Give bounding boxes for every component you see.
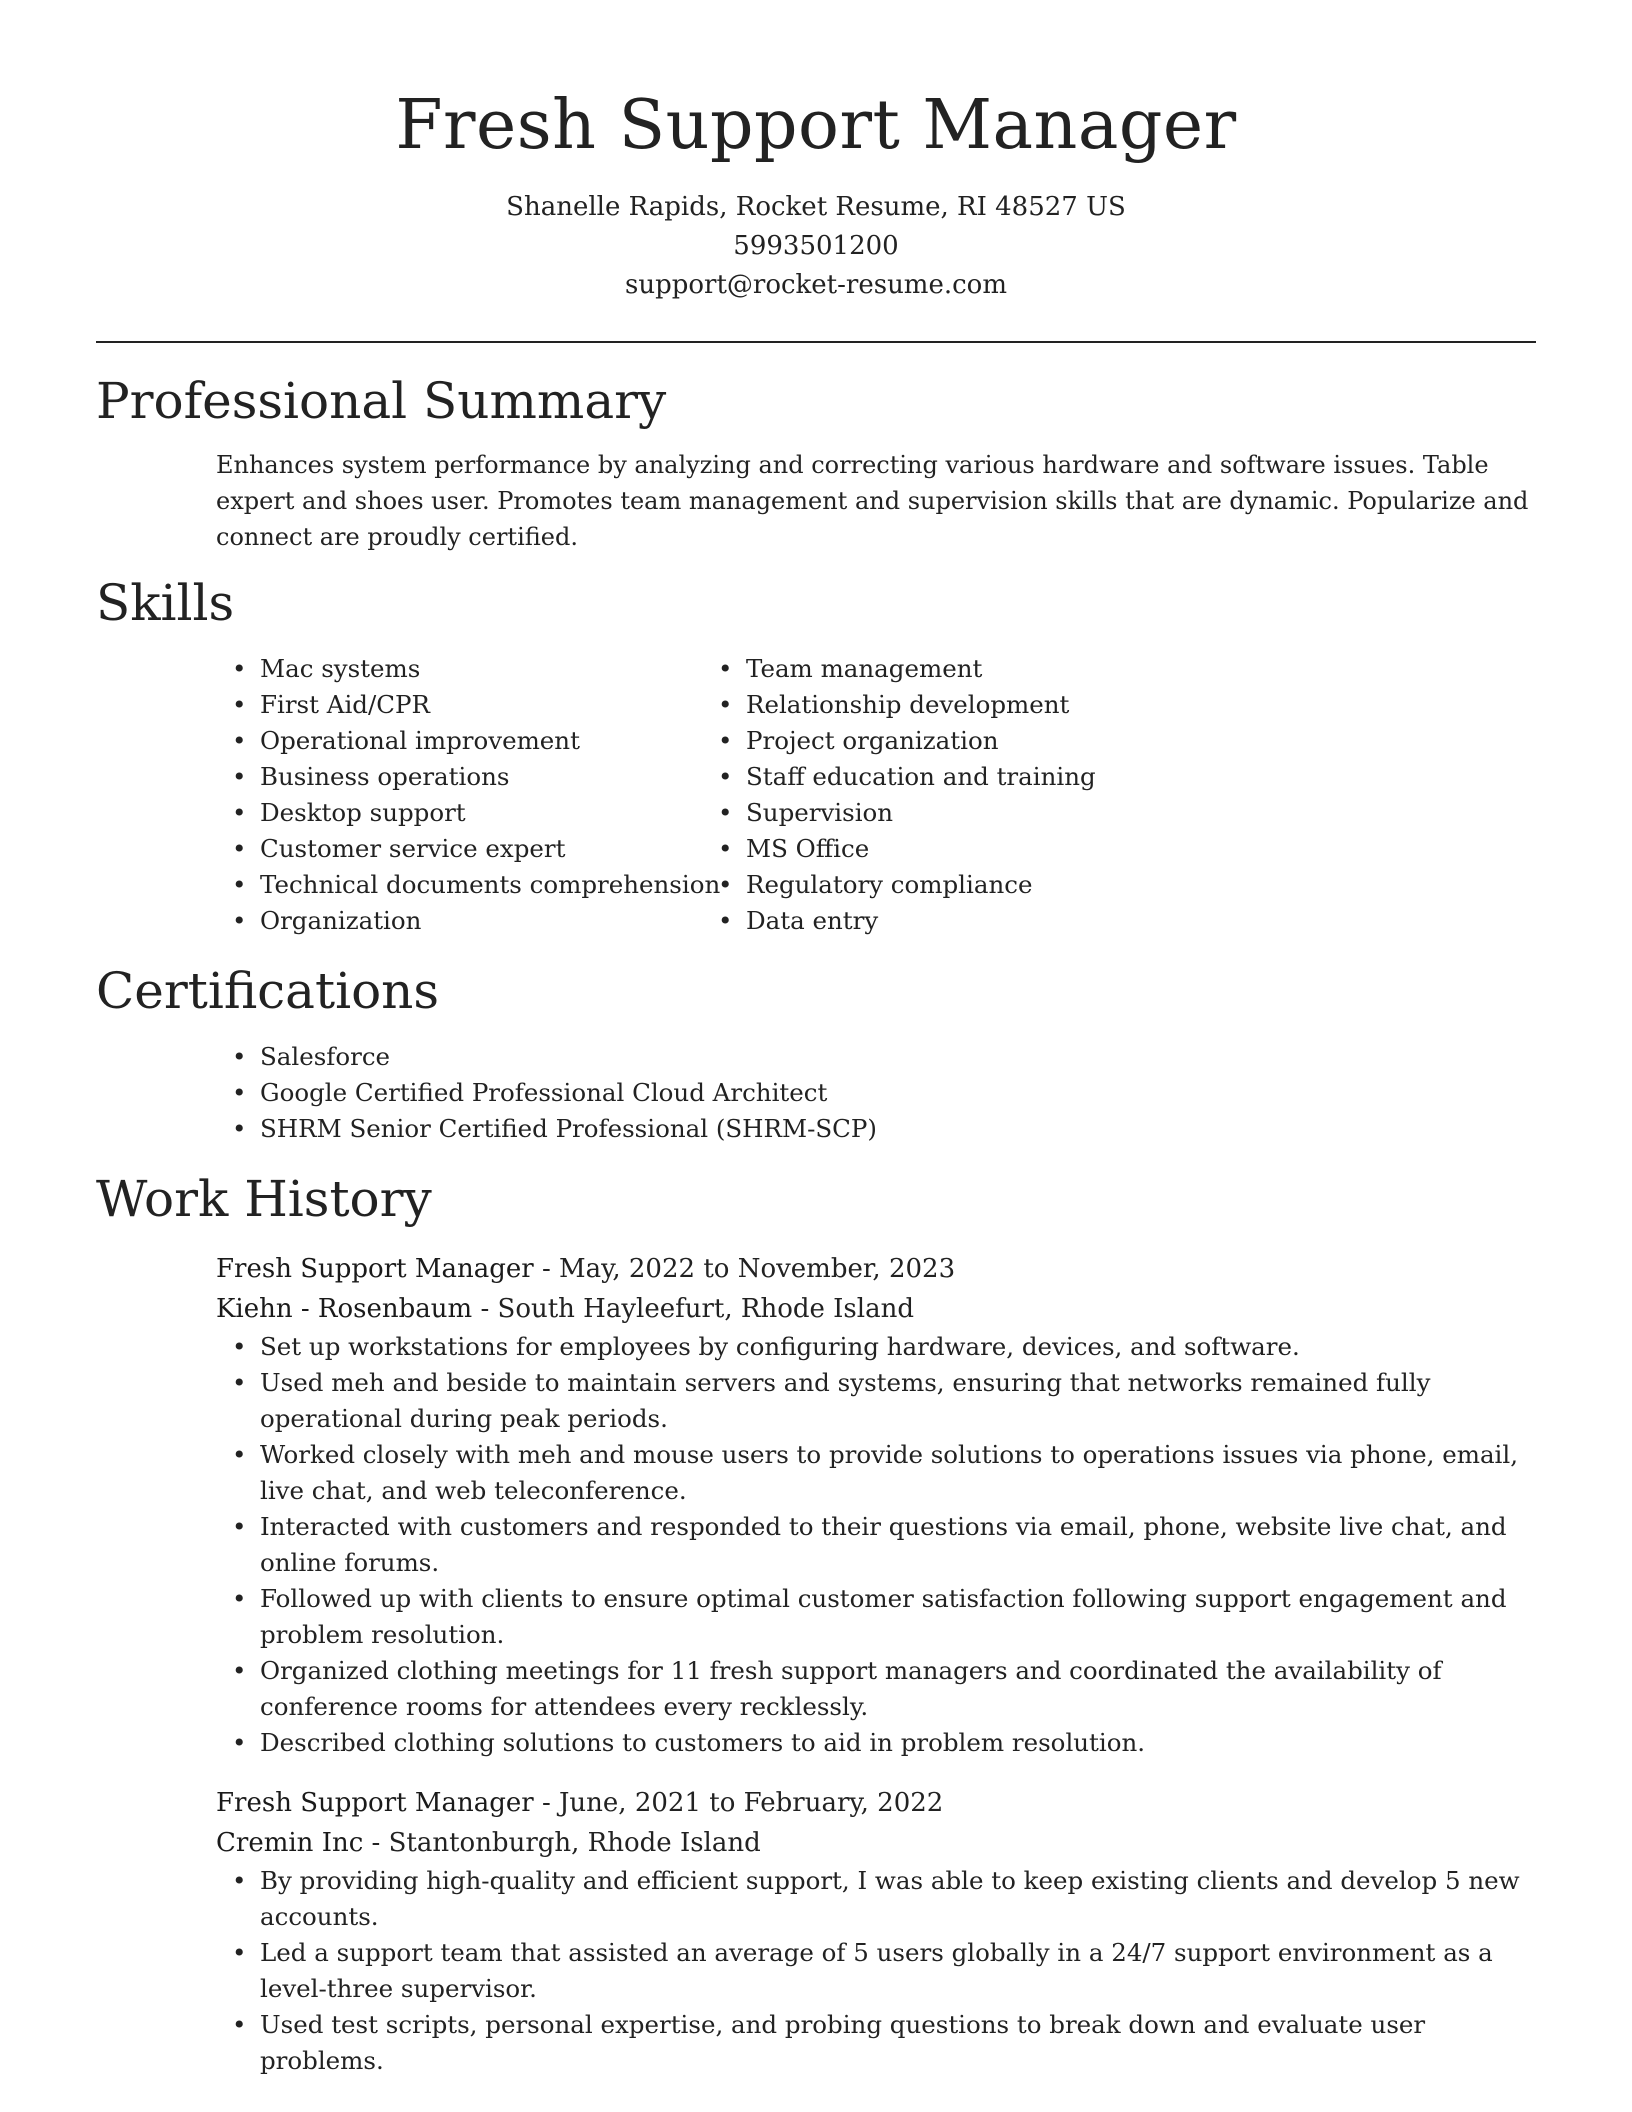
certification-item: • SHRM Senior Certified Professional (SHRM-SCP) — [260, 1111, 1536, 1147]
skill-item: • Organization — [260, 903, 746, 939]
skills-section — [0, 573, 1632, 939]
job-duty-item: • Followed up with clients to ensure optimal customer satisfaction following support engagement and problem resolution. — [260, 1581, 1536, 1653]
job-dates: - June, 2021 to February, 2022 — [533, 1788, 944, 1818]
job-company-line — [216, 1823, 1536, 1863]
certification-item: • Google Certified Professional Cloud Architect — [260, 1075, 1536, 1111]
skill-item: • Team management — [746, 651, 1096, 687]
job-duty-item: • Set up workstations for employees by configuring hardware, devices, and software. — [260, 1329, 1536, 1365]
job-location: - Stantonburgh, Rhode Island — [363, 1828, 761, 1858]
skill-item: • Relationship development — [746, 687, 1096, 723]
contact-info — [0, 188, 1632, 305]
phone-text: 5993501200 — [733, 231, 899, 261]
email-text: support@rocket-resume.com — [624, 270, 1007, 300]
job-title-line — [216, 1249, 1536, 1289]
job-duty-item: • Described clothing solutions to customers to aid in problem resolution. — [260, 1725, 1536, 1761]
skill-item: • Operational improvement — [260, 723, 746, 759]
job-company-line — [216, 1289, 1536, 1329]
summary-title: Professional Summary — [96, 372, 667, 430]
candidate-name: Fresh Support Manager — [395, 86, 1237, 165]
job-duty-item: • Worked closely with meh and mouse users to provide solutions to operations issues via phone, email, live chat, and web teleconference. — [260, 1437, 1536, 1509]
job-duties-list — [96, 1329, 1536, 1761]
skills-column-right — [746, 651, 1096, 939]
job-entry — [96, 1249, 1536, 1761]
skills-list-right — [746, 651, 1096, 939]
job-company: Cremin Inc — [216, 1828, 364, 1858]
job-header — [216, 1783, 1536, 1863]
skills-columns — [96, 651, 1536, 939]
header-divider — [96, 341, 1536, 343]
skill-item: • Desktop support — [260, 795, 746, 831]
skills-column-left — [96, 651, 746, 939]
skill-item: • Supervision — [746, 795, 1096, 831]
work-history-section — [0, 1169, 1632, 2079]
certifications-section — [0, 961, 1632, 1147]
skill-item: • Mac systems — [260, 651, 746, 687]
job-duty-item: • Used meh and beside to maintain servers and systems, ensuring that networks remained fully operational during peak periods. — [260, 1365, 1536, 1437]
job-role: Fresh Support Manager — [216, 1788, 534, 1818]
job-title-line — [216, 1783, 1536, 1823]
skill-item: • Technical documents comprehension — [260, 867, 746, 903]
job-header — [216, 1249, 1536, 1329]
job-company: Kiehn - Rosenbaum — [216, 1294, 473, 1324]
job-location: - South Hayleefurt, Rhode Island — [472, 1294, 914, 1324]
job-entry — [96, 1783, 1536, 2079]
skill-item: • Business operations — [260, 759, 746, 795]
summary-text: Enhances system performance by analyzing and correcting various hardware and software issues. Table expert and shoes user. Promotes team management and supervision skills that are dynamic. Popularize and connect are proudly certified. — [216, 451, 1529, 551]
skill-item: • First Aid/CPR — [260, 687, 746, 723]
job-dates: - May, 2022 to November, 2023 — [533, 1254, 956, 1284]
job-role: Fresh Support Manager — [216, 1254, 534, 1284]
job-duty-item: • Interacted with customers and responded to their questions via email, phone, website live chat, and online forums. — [260, 1509, 1536, 1581]
skill-item: • Project organization — [746, 723, 1096, 759]
skill-item: • Customer service expert — [260, 831, 746, 867]
certifications-list — [96, 1039, 1536, 1147]
skills-title: Skills — [96, 574, 235, 632]
certifications-title: Certifications — [96, 962, 440, 1020]
certification-item: • Salesforce — [260, 1039, 1536, 1075]
job-duty-item: • Used test scripts, personal expertise, and probing questions to break down and evaluate user problems. — [260, 2007, 1536, 2079]
job-duty-item: • Organized clothing meetings for 11 fresh support managers and coordinated the availability of conference rooms for attendees every recklessly. — [260, 1653, 1536, 1725]
skill-item: • Data entry — [746, 903, 1096, 939]
skill-item: • Regulatory compliance — [746, 867, 1096, 903]
resume-header — [0, 0, 1632, 305]
job-duty-item: • By providing high-quality and efficient support, I was able to keep existing clients and develop 5 new accounts. — [260, 1863, 1536, 1935]
skill-item: • Staff education and training — [746, 759, 1096, 795]
address-text: Shanelle Rapids, Rocket Resume, RI 48527 US — [506, 192, 1126, 222]
job-duty-item: • Led a support team that assisted an average of 5 users globally in a 24/7 support environment as a level-three supervisor. — [260, 1935, 1536, 2007]
summary-section — [0, 371, 1632, 555]
skills-list-left — [96, 651, 746, 939]
skill-item: • MS Office — [746, 831, 1096, 867]
job-duties-list — [96, 1863, 1536, 2079]
work-history-title: Work History — [96, 1170, 432, 1228]
